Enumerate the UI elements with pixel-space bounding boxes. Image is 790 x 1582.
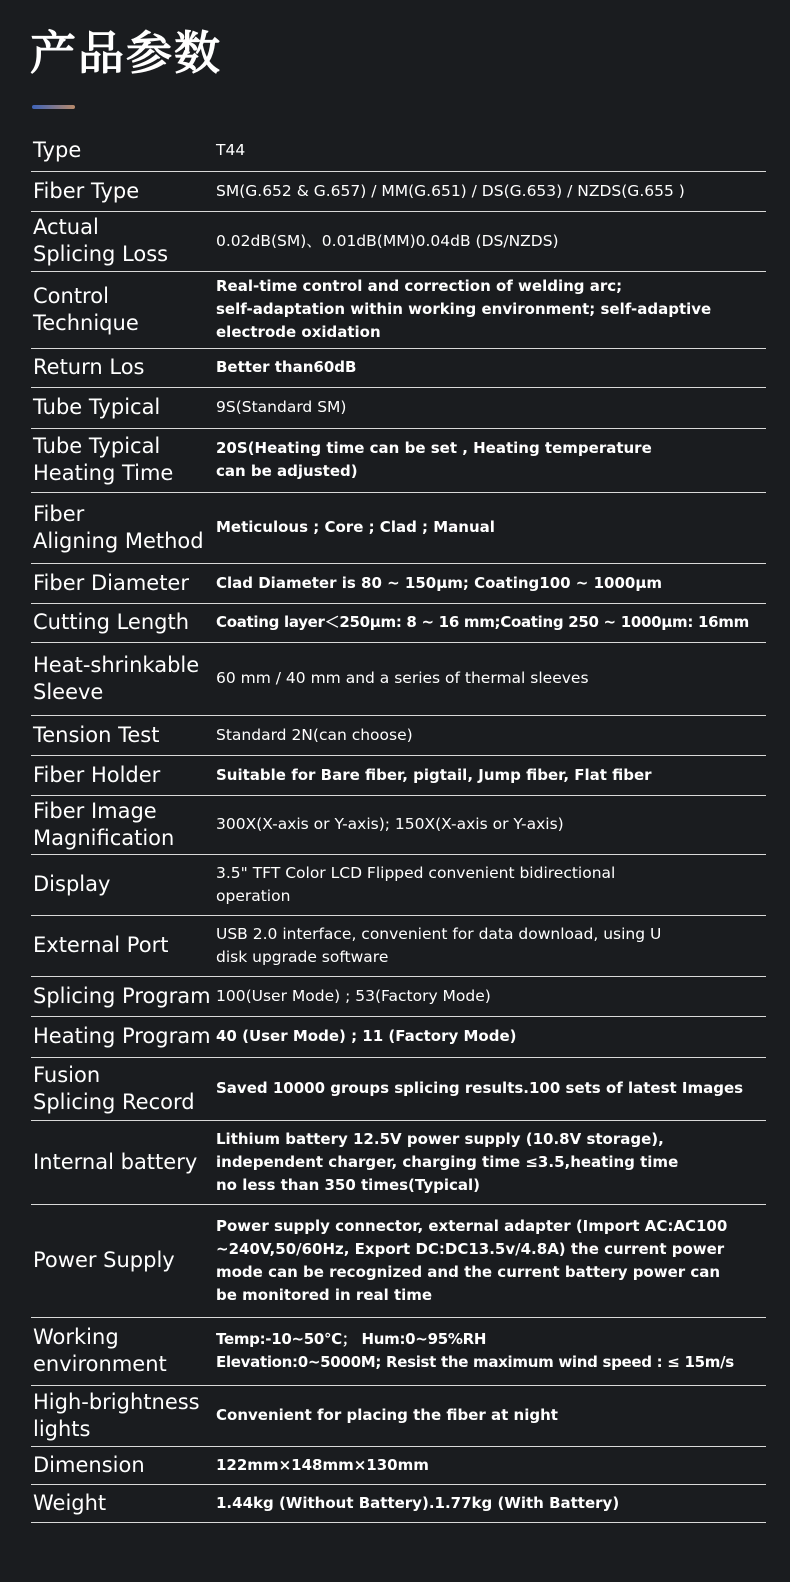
spec-table [31,130,766,1523]
spec-row [31,492,766,563]
spec-value: Better than60dB [216,348,766,387]
spec-value: 100(User Mode) ; 53(Factory Mode) [216,976,766,1016]
spec-value: 300X(X-axis or Y-axis); 150X(X-axis or Y-axis) [216,795,766,854]
spec-label: Tube Typical [31,387,216,428]
spec-row [31,795,766,854]
spec-row [31,1120,766,1204]
spec-row [31,428,766,492]
spec-row [31,171,766,211]
spec-value: Coating layer＜250μm: 8 ~ 16 mm;Coating 250 ~ 1000μm: 16mm [216,603,766,642]
spec-value: Suitable for Bare fiber, pigtail, Jump fiber, Flat fiber [216,755,766,795]
spec-row [31,642,766,715]
spec-value: 20S(Heating time can be set , Heating temperature can be adjusted) [216,428,766,492]
spec-label: Heating Program [31,1016,216,1057]
spec-label: Fiber Holder [31,755,216,795]
spec-label: Actual Splicing Loss [31,211,216,271]
spec-label: External Port [31,915,216,976]
spec-value: 122mm×148mm×130mm [216,1446,766,1484]
spec-label: Dimension [31,1446,216,1484]
spec-label: Return Los [31,348,216,387]
spec-label: Working environment [31,1317,216,1385]
spec-value: 60 mm / 40 mm and a series of thermal sleeves [216,642,766,715]
spec-row [31,1057,766,1120]
spec-row [31,603,766,642]
spec-value: 1.44kg (Without Battery).1.77kg (With Battery) [216,1484,766,1522]
spec-value: Saved 10000 groups splicing results.100 sets of latest Images [216,1057,766,1120]
spec-row [31,715,766,755]
spec-label: Weight [31,1484,216,1522]
spec-value: Power supply connector, external adapter (Import AC:AC100 ~240V,50/60Hz, Export DC:DC13.5v/4.8A) the current power mode can be recognized and the current battery power can be monitored in real time [216,1204,766,1317]
spec-row [31,1016,766,1057]
spec-value: 40 (User Mode) ; 11 (Factory Mode) [216,1016,766,1057]
spec-value: 3.5" TFT Color LCD Flipped convenient bidirectional operation [216,854,766,915]
spec-value: Meticulous ; Core ; Clad ; Manual [216,492,766,563]
spec-label: Type [31,130,216,171]
page-title: 产品参数 [30,26,222,80]
spec-row [31,755,766,795]
spec-value: 0.02dB(SM)、0.01dB(MM)0.04dB (DS/NZDS) [216,211,766,271]
spec-row [31,1204,766,1317]
spec-label: Cutting Length [31,603,216,642]
title-accent-bar [32,105,75,109]
spec-value: Convenient for placing the fiber at night [216,1385,766,1446]
spec-value: SM(G.652 & G.657) / MM(G.651) / DS(G.653) / NZDS(G.655 ) [216,171,766,211]
spec-label: Display [31,854,216,915]
spec-label: Control Technique [31,271,216,348]
spec-label: Splicing Program [31,976,216,1016]
spec-label: Internal battery [31,1120,216,1204]
spec-value: Lithium battery 12.5V power supply (10.8V storage), independent charger, charging time ≤3.5,heating time no less than 350 times(Typical) [216,1120,766,1204]
spec-row [31,563,766,603]
spec-label: Heat-shrinkable Sleeve [31,642,216,715]
spec-label: High-brightness lights [31,1385,216,1446]
spec-label: Fiber Type [31,171,216,211]
spec-row [31,1484,766,1522]
spec-row [31,915,766,976]
spec-label: Tube Typical Heating Time [31,428,216,492]
spec-row [31,1317,766,1385]
spec-row [31,387,766,428]
spec-label: Tension Test [31,715,216,755]
spec-label: Fiber Diameter [31,563,216,603]
spec-value: USB 2.0 interface, convenient for data download, using U disk upgrade software [216,915,766,976]
spec-value: T44 [216,130,766,171]
spec-value: Temp:-10~50℃； Hum:0~95%RH Elevation:0~5000M; Resist the maximum wind speed : ≤ 15m/s [216,1317,766,1385]
spec-row [31,854,766,915]
spec-row [31,211,766,271]
spec-row [31,271,766,348]
spec-table-body [31,130,766,1522]
spec-row [31,1385,766,1446]
spec-label: Fiber Aligning Method [31,492,216,563]
spec-label: Fusion Splicing Record [31,1057,216,1120]
spec-row [31,976,766,1016]
spec-row [31,348,766,387]
spec-label: Fiber Image Magnification [31,795,216,854]
spec-label: Power Supply [31,1204,216,1317]
spec-row [31,1446,766,1484]
spec-value: Standard 2N(can choose) [216,715,766,755]
spec-value: Real-time control and correction of welding arc; self-adaptation within working environment; self-adaptive electrode oxidation [216,271,766,348]
spec-value: Clad Diameter is 80 ~ 150μm; Coating100 ~ 1000μm [216,563,766,603]
spec-value: 9S(Standard SM) [216,387,766,428]
spec-row [31,130,766,171]
